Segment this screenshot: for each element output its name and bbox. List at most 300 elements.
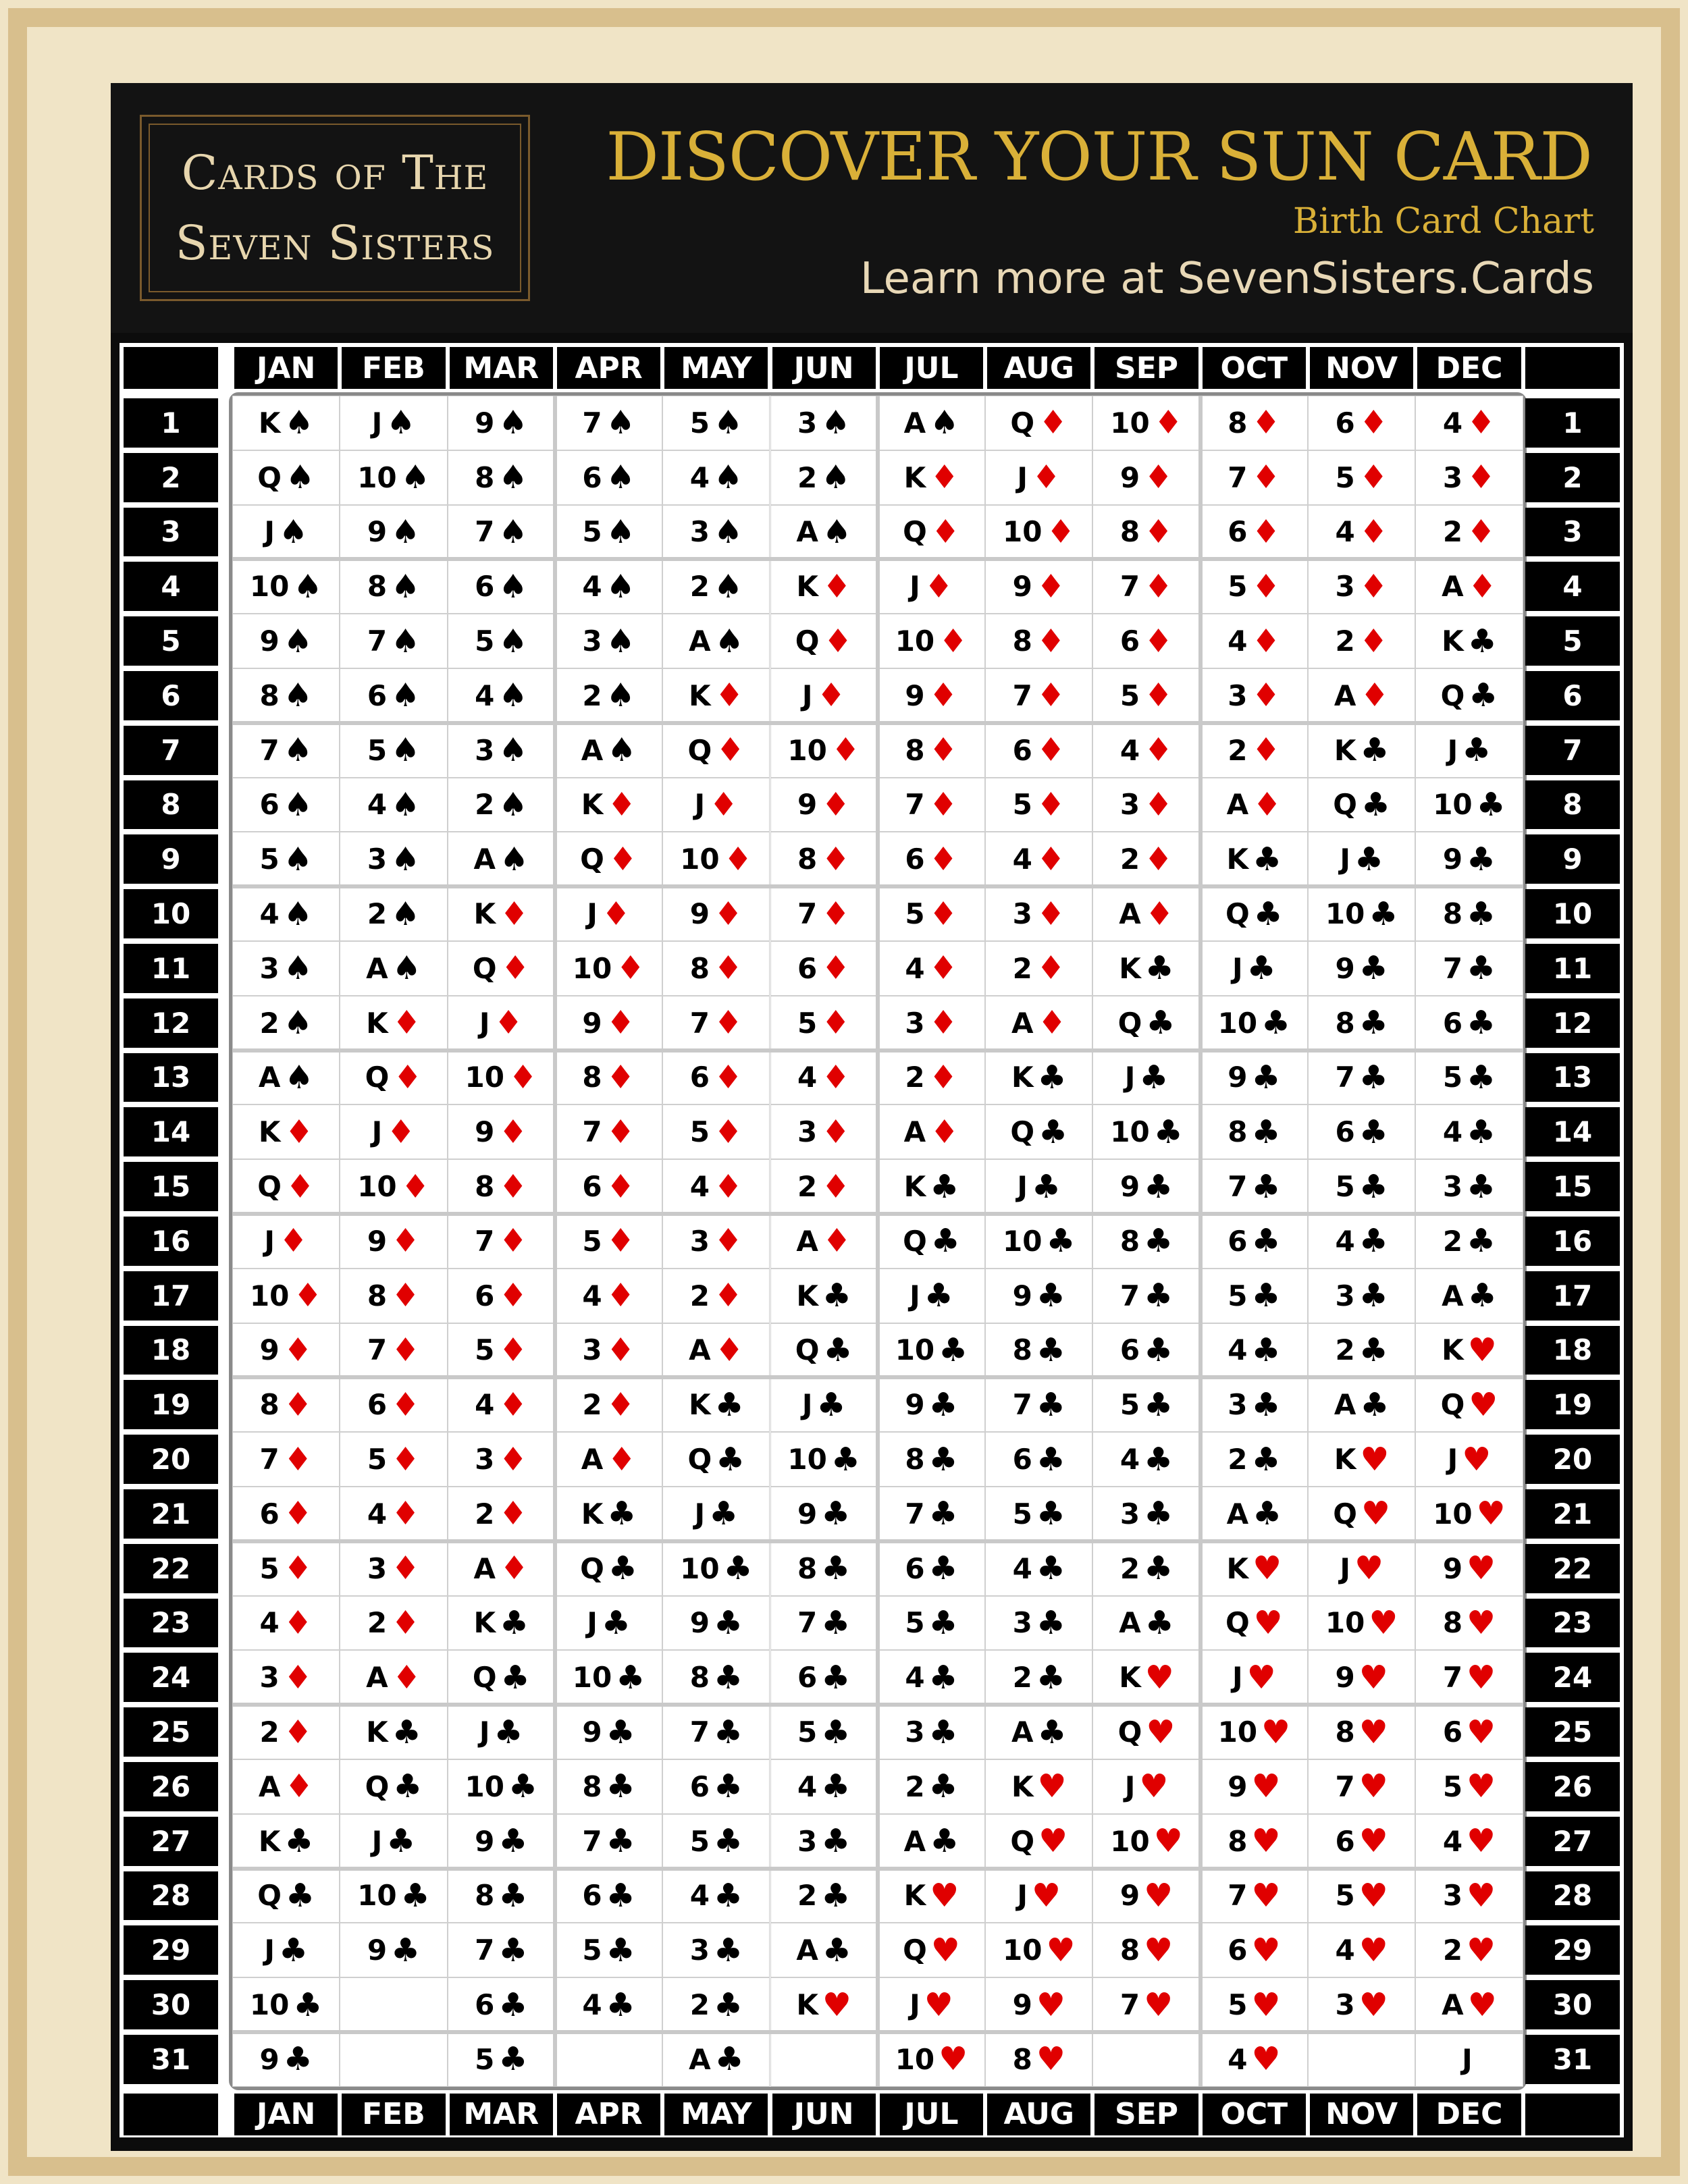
card-rank: J (1124, 1769, 1136, 1803)
heart-icon: ♥ (1467, 1331, 1497, 1369)
empty-cell (1092, 2032, 1200, 2087)
card-cell (1092, 505, 1200, 560)
card-cell (340, 1323, 447, 1378)
card-cell (1415, 778, 1523, 832)
card-cell (1308, 1269, 1415, 1323)
day-label-right: 12 (1525, 998, 1620, 1048)
card-rank: A (258, 1061, 281, 1094)
day-label-right: 19 (1525, 1380, 1620, 1429)
card-rank: 7 (689, 1715, 710, 1749)
card-rank: 7 (1228, 460, 1248, 494)
card-cell (985, 1214, 1092, 1269)
card-cell (555, 614, 662, 668)
card-cell (985, 832, 1092, 886)
day-label-left: 4 (124, 562, 218, 611)
card-cell (448, 505, 555, 560)
club-icon: ♣ (713, 1822, 743, 1861)
card-rank: 4 (905, 1661, 925, 1695)
club-icon: ♣ (1467, 622, 1497, 660)
card-rank: J (1017, 1170, 1028, 1204)
day-label-left: 15 (124, 1162, 218, 1211)
club-icon: ♣ (1036, 1549, 1065, 1588)
card-cell (448, 1214, 555, 1269)
card-rank: 4 (367, 1497, 388, 1530)
column-group-divider (876, 396, 880, 2087)
card-cell (1415, 1869, 1523, 1923)
card-cell (1308, 450, 1415, 505)
card-rank: 2 (797, 1879, 818, 1913)
club-icon: ♣ (928, 1658, 958, 1697)
card-cell (340, 1759, 447, 1814)
card-cell (340, 886, 447, 941)
heart-icon: ♥ (1361, 1495, 1391, 1533)
club-icon: ♣ (1144, 1440, 1173, 1479)
heart-icon: ♥ (1032, 1876, 1061, 1915)
card-rank: 5 (582, 1934, 602, 1967)
card-cell (770, 1650, 878, 1705)
club-icon: ♣ (930, 1822, 959, 1861)
card-rank: 6 (367, 1388, 388, 1422)
card-rank: J (371, 1824, 383, 1858)
day-label-right: 29 (1525, 1925, 1620, 1975)
card-rank: 9 (1228, 1061, 1248, 1094)
card-cell (1308, 1650, 1415, 1705)
diamond-icon: ♦ (1251, 567, 1281, 606)
card-rank: 8 (1119, 515, 1140, 549)
card-rank: 10 (1110, 1115, 1150, 1149)
card-rank: 2 (689, 1279, 710, 1312)
card-cell (232, 1269, 340, 1323)
card-cell (878, 1323, 985, 1378)
heart-icon: ♥ (1360, 1440, 1390, 1479)
spade-icon: ♠ (284, 404, 314, 442)
card-rank: 5 (1119, 1388, 1140, 1422)
heart-icon: ♥ (1467, 1713, 1496, 1751)
diamond-icon: ♦ (713, 1167, 743, 1206)
row-group-divider (232, 1048, 1523, 1053)
diamond-icon: ♦ (821, 785, 851, 824)
card-cell (232, 1323, 340, 1378)
spade-icon: ♠ (386, 404, 416, 442)
card-cell (1092, 1705, 1200, 1759)
card-rank: J (264, 515, 275, 549)
card-rank: 6 (475, 1279, 495, 1312)
card-cell (1415, 1432, 1523, 1487)
empty-cell (340, 2032, 447, 2087)
card-cell (662, 1650, 770, 1705)
diamond-icon: ♦ (1359, 622, 1388, 660)
card-rank: 9 (1119, 1170, 1140, 1204)
card-rank: 7 (475, 515, 495, 549)
card-cell (878, 1869, 985, 1923)
card-cell (1092, 996, 1200, 1050)
day-label-right: 5 (1525, 616, 1620, 666)
card-rank: K (796, 570, 818, 604)
diamond-icon: ♦ (293, 1277, 323, 1315)
card-cell (770, 1269, 878, 1323)
card-cell (1415, 450, 1523, 505)
diamond-icon: ♦ (391, 1222, 421, 1260)
card-cell (1308, 668, 1415, 723)
card-rank: 8 (1119, 1934, 1140, 1967)
card-cell (1415, 1814, 1523, 1869)
card-cell (555, 1269, 662, 1323)
card-cell (985, 668, 1092, 723)
card-cell (878, 1432, 985, 1487)
card-rank: J (1462, 2042, 1473, 2076)
diamond-icon: ♦ (607, 785, 637, 824)
spade-icon: ♠ (606, 512, 635, 551)
card-rank: 10 (465, 1061, 504, 1094)
card-rank: 6 (1335, 1824, 1355, 1858)
spade-icon: ♠ (283, 622, 313, 660)
club-icon: ♣ (1359, 1113, 1388, 1151)
card-rank: 4 (1228, 1333, 1248, 1367)
spade-icon: ♠ (607, 731, 637, 770)
day-label-right: 17 (1525, 1271, 1620, 1321)
day-label-left: 10 (124, 889, 218, 938)
day-label-right: 25 (1525, 1707, 1620, 1757)
card-cell (340, 1923, 447, 1977)
card-cell (340, 396, 447, 450)
card-rank: 8 (475, 1879, 495, 1913)
card-rank: 7 (582, 1824, 602, 1858)
diamond-icon: ♦ (498, 1167, 528, 1206)
card-cell (232, 1104, 340, 1159)
diamond-icon: ♦ (283, 1385, 313, 1424)
card-rank: Q (580, 843, 604, 876)
card-rank: 6 (582, 460, 602, 494)
card-cell (1201, 1759, 1308, 1814)
club-icon: ♣ (924, 1277, 953, 1315)
card-cell (878, 1214, 985, 1269)
card-cell (1201, 396, 1308, 450)
card-rank: 4 (475, 678, 495, 712)
card-cell (232, 1596, 340, 1651)
diamond-icon: ♦ (821, 1058, 851, 1096)
spade-icon: ♠ (498, 404, 528, 442)
card-rank: 4 (1335, 1934, 1355, 1967)
card-rank: 10 (572, 951, 612, 985)
card-rank: 7 (1228, 1170, 1248, 1204)
card-cell (770, 1104, 878, 1159)
card-cell (878, 1923, 985, 1977)
card-cell (1092, 941, 1200, 996)
card-rank: 9 (1442, 843, 1463, 876)
card-rank: 10 (1110, 1824, 1150, 1858)
card-cell (1201, 1487, 1308, 1541)
card-cell (878, 2032, 985, 2087)
club-icon: ♣ (1360, 1385, 1390, 1424)
card-cell (662, 450, 770, 505)
heart-icon: ♥ (1359, 1658, 1388, 1697)
card-cell (770, 1323, 878, 1378)
club-icon: ♣ (928, 1440, 958, 1479)
card-cell (1308, 778, 1415, 832)
card-cell (340, 505, 447, 560)
heart-icon: ♥ (1469, 1385, 1498, 1424)
card-rank: A (1442, 570, 1464, 604)
club-icon: ♣ (1354, 840, 1383, 878)
day-label-left: 20 (124, 1435, 218, 1484)
diamond-icon: ♦ (1144, 731, 1173, 770)
corner-block (124, 347, 218, 389)
club-icon: ♣ (616, 1658, 645, 1697)
card-cell (662, 723, 770, 778)
diamond-icon: ♦ (284, 1113, 314, 1151)
club-icon: ♣ (1467, 1004, 1496, 1042)
card-cell (555, 886, 662, 941)
card-cell (555, 1705, 662, 1759)
card-rank: 9 (905, 1388, 925, 1422)
club-icon: ♣ (293, 1986, 323, 2024)
card-cell (555, 1104, 662, 1159)
page-subtitle: Birth Card Chart (1292, 201, 1594, 242)
card-cell (770, 1705, 878, 1759)
card-cell (448, 1814, 555, 1869)
card-rank: 5 (1228, 1279, 1248, 1312)
heart-icon: ♥ (1036, 2040, 1065, 2079)
card-cell (1308, 1487, 1415, 1541)
row-group-divider (232, 2030, 1523, 2034)
club-icon: ♣ (1369, 895, 1398, 933)
card-rank: 8 (475, 460, 495, 494)
diamond-icon: ♦ (1467, 404, 1496, 442)
card-rank: 8 (582, 1061, 602, 1094)
diamond-icon: ♦ (1144, 895, 1174, 933)
page-title: DISCOVER YOUR SUN CARD (606, 119, 1592, 196)
chart-panel (111, 83, 1633, 2151)
club-icon: ♣ (1467, 1277, 1497, 1315)
card-cell (878, 778, 985, 832)
card-rank: Q (1440, 678, 1465, 712)
card-rank: 4 (1335, 515, 1355, 549)
diamond-icon: ♦ (1036, 949, 1065, 988)
club-icon: ♣ (821, 1603, 851, 1642)
card-rank: 8 (689, 951, 710, 985)
card-rank: 7 (1228, 1879, 1248, 1913)
day-label-left: 17 (124, 1271, 218, 1321)
card-cell (985, 1814, 1092, 1869)
diamond-icon: ♦ (283, 1495, 313, 1533)
card-rank: A (689, 624, 711, 658)
card-rank: 9 (582, 1006, 602, 1040)
card-cell (448, 1869, 555, 1923)
card-cell (448, 559, 555, 614)
club-icon: ♣ (508, 1767, 537, 1806)
heart-icon: ♥ (1246, 1658, 1276, 1697)
club-icon: ♣ (1251, 1058, 1281, 1096)
club-icon: ♣ (500, 1658, 530, 1697)
card-cell (1201, 1705, 1308, 1759)
card-cell (448, 1541, 555, 1596)
card-cell (232, 559, 340, 614)
card-cell (555, 778, 662, 832)
card-cell (1415, 1214, 1523, 1269)
diamond-icon: ♦ (821, 1167, 851, 1206)
diamond-icon: ♦ (500, 949, 530, 988)
card-rank: 8 (1012, 624, 1032, 658)
card-rank: 2 (905, 1061, 925, 1094)
spade-icon: ♠ (498, 567, 528, 606)
diamond-icon: ♦ (928, 895, 958, 933)
diamond-icon: ♦ (713, 1113, 743, 1151)
card-cell (448, 1596, 555, 1651)
club-icon: ♣ (1144, 1495, 1173, 1533)
card-cell (878, 1814, 985, 1869)
diamond-icon: ♦ (928, 840, 958, 878)
card-rank: 6 (1335, 1115, 1355, 1149)
card-rank: 6 (1119, 624, 1140, 658)
card-cell (662, 1159, 770, 1214)
month-header-top: NOV (1310, 347, 1413, 389)
card-rank: 9 (1228, 1769, 1248, 1803)
card-rank: K (366, 1006, 388, 1040)
card-rank: 2 (1335, 624, 1355, 658)
card-rank: Q (1333, 788, 1357, 822)
club-icon: ♣ (821, 1876, 851, 1915)
card-cell (985, 1487, 1092, 1541)
diamond-icon: ♦ (391, 1385, 421, 1424)
card-cell (232, 1705, 340, 1759)
card-rank: Q (1117, 1006, 1142, 1040)
card-rank: Q (1010, 1824, 1035, 1858)
card-cell (878, 1541, 985, 1596)
heart-icon: ♥ (1144, 1658, 1174, 1697)
day-label-right: 8 (1525, 780, 1620, 830)
spade-icon: ♠ (284, 1058, 314, 1096)
card-cell (1201, 886, 1308, 941)
club-icon: ♣ (1467, 949, 1496, 988)
card-cell (770, 1541, 878, 1596)
club-icon: ♣ (606, 1767, 635, 1806)
card-rank: 6 (905, 843, 925, 876)
club-icon: ♣ (1036, 1495, 1065, 1533)
card-rank: A (366, 1661, 388, 1695)
diamond-icon: ♦ (1251, 512, 1281, 551)
card-rank: J (1017, 1879, 1028, 1913)
card-cell (1415, 723, 1523, 778)
card-cell (1201, 1104, 1308, 1159)
card-cell (340, 668, 447, 723)
card-rank: 10 (895, 1333, 935, 1367)
card-rank: 5 (367, 1443, 388, 1476)
card-rank: Q (1010, 1115, 1035, 1149)
month-header-bottom: FEB (342, 2094, 445, 2135)
heart-icon: ♥ (1251, 1876, 1281, 1915)
card-cell (232, 668, 340, 723)
club-icon: ♣ (278, 1931, 308, 1969)
day-label-right: 30 (1525, 1980, 1620, 2029)
day-label-right: 20 (1525, 1435, 1620, 1484)
card-cell (1308, 1541, 1415, 1596)
logo (140, 115, 530, 301)
club-icon: ♣ (498, 1931, 528, 1969)
card-cell (1201, 1269, 1308, 1323)
club-icon: ♣ (1038, 1113, 1068, 1151)
card-cell (1308, 559, 1415, 614)
card-rank: 8 (259, 678, 280, 712)
card-rank: K (258, 406, 281, 440)
club-icon: ♣ (1359, 1277, 1388, 1315)
card-rank: 7 (797, 1606, 818, 1640)
heart-icon: ♥ (1251, 1986, 1281, 2024)
club-icon: ♣ (1251, 1167, 1281, 1206)
club-icon: ♣ (713, 1931, 743, 1969)
diamond-icon: ♦ (284, 1767, 314, 1806)
month-header-top: JUN (772, 347, 876, 389)
card-rank: J (1124, 1061, 1136, 1094)
club-icon: ♣ (1251, 1113, 1281, 1151)
card-cell (1415, 1541, 1523, 1596)
card-rank: 3 (259, 1661, 280, 1695)
card-rank: 4 (1228, 624, 1248, 658)
card-rank: A (796, 1224, 818, 1258)
diamond-icon: ♦ (499, 1549, 529, 1588)
card-rank: 9 (259, 624, 280, 658)
card-rank: K (1119, 951, 1141, 985)
heart-icon: ♥ (1251, 1767, 1281, 1806)
month-header-top: APR (557, 347, 660, 389)
heart-icon: ♥ (1153, 1822, 1183, 1861)
card-cell (232, 941, 340, 996)
card-cell (232, 1377, 340, 1432)
card-rank: 6 (1335, 406, 1355, 440)
day-label-right: 27 (1525, 1817, 1620, 1866)
month-header-bottom: MAR (450, 2094, 553, 2135)
club-icon: ♣ (714, 2040, 744, 2079)
club-icon: ♣ (713, 1986, 743, 2024)
card-cell (770, 1214, 878, 1269)
card-cell (555, 996, 662, 1050)
club-icon: ♣ (821, 1822, 851, 1861)
card-cell (1092, 668, 1200, 723)
diamond-icon: ♦ (608, 840, 637, 878)
heart-icon: ♥ (1359, 1986, 1388, 2024)
card-cell (985, 1159, 1092, 1214)
card-rank: 9 (367, 515, 388, 549)
card-cell (1308, 1050, 1415, 1105)
card-rank: 6 (797, 1661, 818, 1695)
card-cell (448, 450, 555, 505)
card-rank: J (909, 1279, 920, 1312)
heart-icon: ♥ (1467, 1658, 1496, 1697)
card-rank: Q (903, 515, 927, 549)
card-rank: 8 (905, 733, 925, 767)
card-rank: 5 (1119, 678, 1140, 712)
diamond-icon: ♦ (494, 1004, 523, 1042)
diamond-icon: ♦ (821, 840, 851, 878)
card-cell (555, 1977, 662, 2032)
card-rank: 10 (1217, 1006, 1258, 1040)
day-label-left: 26 (124, 1762, 218, 1811)
card-rank: 7 (475, 1224, 495, 1258)
card-cell (555, 1377, 662, 1432)
club-icon: ♣ (822, 1931, 851, 1969)
day-label-left: 31 (124, 2035, 218, 2084)
card-cell (1201, 1650, 1308, 1705)
card-rank: 6 (1228, 1224, 1248, 1258)
card-cell (985, 1104, 1092, 1159)
card-cell (1308, 996, 1415, 1050)
card-rank: 9 (905, 678, 925, 712)
card-cell (662, 886, 770, 941)
club-icon: ♣ (601, 1603, 631, 1642)
card-cell (878, 886, 985, 941)
card-cell (1201, 559, 1308, 614)
learn-more-link[interactable]: Learn more at SevenSisters.Cards (860, 254, 1594, 304)
card-rank: 6 (1228, 515, 1248, 549)
